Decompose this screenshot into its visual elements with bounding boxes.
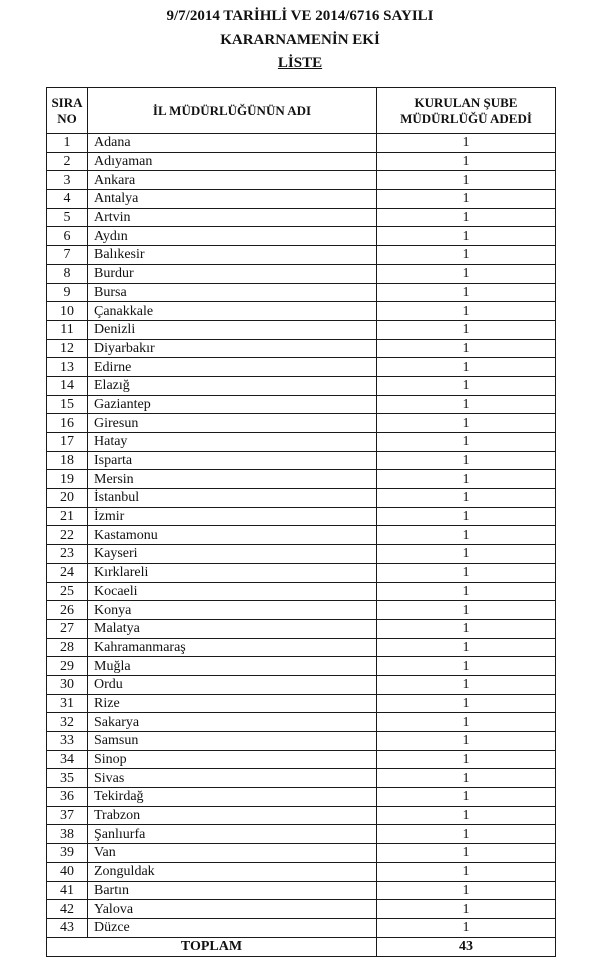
table-row bbox=[47, 376, 556, 395]
table-row bbox=[47, 825, 556, 844]
row-number: 42 bbox=[47, 900, 88, 919]
table-row bbox=[47, 918, 556, 937]
row-province-name: Şanlıurfa bbox=[88, 825, 377, 844]
row-province-name: Sinop bbox=[88, 750, 377, 769]
row-province-name: Muğla bbox=[88, 657, 377, 676]
row-branch-count: 1 bbox=[377, 825, 556, 844]
row-province-name: Aydın bbox=[88, 227, 377, 246]
row-province-name: Diyarbakır bbox=[88, 339, 377, 358]
row-number: 25 bbox=[47, 582, 88, 601]
row-branch-count: 1 bbox=[377, 264, 556, 283]
row-branch-count: 1 bbox=[377, 862, 556, 881]
row-province-name: Konya bbox=[88, 601, 377, 620]
row-number: 36 bbox=[47, 788, 88, 807]
row-number: 18 bbox=[47, 451, 88, 470]
row-province-name: Rize bbox=[88, 694, 377, 713]
row-province-name: İstanbul bbox=[88, 489, 377, 508]
row-number: 31 bbox=[47, 694, 88, 713]
row-branch-count: 1 bbox=[377, 545, 556, 564]
row-number: 3 bbox=[47, 171, 88, 190]
table-row bbox=[47, 619, 556, 638]
row-province-name: Giresun bbox=[88, 414, 377, 433]
table-row bbox=[47, 526, 556, 545]
table-row bbox=[47, 844, 556, 863]
row-branch-count: 1 bbox=[377, 918, 556, 937]
header-sira: SIRA bbox=[51, 94, 83, 110]
row-province-name: Kırklareli bbox=[88, 563, 377, 582]
table-row bbox=[47, 246, 556, 265]
row-branch-count: 1 bbox=[377, 470, 556, 489]
table-row bbox=[47, 732, 556, 751]
table-row bbox=[47, 152, 556, 171]
row-province-name: Antalya bbox=[88, 190, 377, 209]
table-row bbox=[47, 900, 556, 919]
header-branch-count bbox=[377, 88, 556, 134]
row-branch-count: 1 bbox=[377, 414, 556, 433]
row-number: 43 bbox=[47, 918, 88, 937]
row-province-name: Düzce bbox=[88, 918, 377, 937]
row-number: 29 bbox=[47, 657, 88, 676]
table-row bbox=[47, 881, 556, 900]
table-row bbox=[47, 171, 556, 190]
row-province-name: Hatay bbox=[88, 433, 377, 452]
table-total-row bbox=[47, 937, 556, 956]
table-row bbox=[47, 264, 556, 283]
row-number: 17 bbox=[47, 433, 88, 452]
row-branch-count: 1 bbox=[377, 601, 556, 620]
row-branch-count: 1 bbox=[377, 227, 556, 246]
row-province-name: Balıkesir bbox=[88, 246, 377, 265]
row-number: 24 bbox=[47, 563, 88, 582]
row-province-name: Elazığ bbox=[88, 376, 377, 395]
row-province-name: Samsun bbox=[88, 732, 377, 751]
row-number: 16 bbox=[47, 414, 88, 433]
table-body bbox=[47, 134, 556, 938]
document-title-line-1: 9/7/2014 TARİHLİ VE 2014/6716 SAYILI bbox=[166, 8, 434, 24]
row-branch-count: 1 bbox=[377, 563, 556, 582]
row-province-name: Bartın bbox=[88, 881, 377, 900]
table-row bbox=[47, 433, 556, 452]
row-number: 4 bbox=[47, 190, 88, 209]
row-branch-count: 1 bbox=[377, 657, 556, 676]
row-number: 33 bbox=[47, 732, 88, 751]
row-branch-count: 1 bbox=[377, 507, 556, 526]
table-row bbox=[47, 563, 556, 582]
row-number: 19 bbox=[47, 470, 88, 489]
row-number: 40 bbox=[47, 862, 88, 881]
row-number: 37 bbox=[47, 806, 88, 825]
row-province-name: Bursa bbox=[88, 283, 377, 302]
row-branch-count: 1 bbox=[377, 376, 556, 395]
row-province-name: Burdur bbox=[88, 264, 377, 283]
row-branch-count: 1 bbox=[377, 582, 556, 601]
row-branch-count: 1 bbox=[377, 489, 556, 508]
row-branch-count: 1 bbox=[377, 302, 556, 321]
row-branch-count: 1 bbox=[377, 283, 556, 302]
row-province-name: Tekirdağ bbox=[88, 788, 377, 807]
row-province-name: Denizli bbox=[88, 320, 377, 339]
total-label: TOPLAM bbox=[47, 937, 377, 956]
row-branch-count: 1 bbox=[377, 451, 556, 470]
row-branch-count: 1 bbox=[377, 769, 556, 788]
row-number: 1 bbox=[47, 134, 88, 153]
table-row bbox=[47, 339, 556, 358]
row-province-name: İzmir bbox=[88, 507, 377, 526]
row-branch-count: 1 bbox=[377, 246, 556, 265]
row-number: 14 bbox=[47, 376, 88, 395]
row-province-name: Adıyaman bbox=[88, 152, 377, 171]
row-province-name: Çanakkale bbox=[88, 302, 377, 321]
row-branch-count: 1 bbox=[377, 526, 556, 545]
row-number: 15 bbox=[47, 395, 88, 414]
row-number: 39 bbox=[47, 844, 88, 863]
row-province-name: Kayseri bbox=[88, 545, 377, 564]
row-number: 6 bbox=[47, 227, 88, 246]
table-row bbox=[47, 638, 556, 657]
row-number: 10 bbox=[47, 302, 88, 321]
row-number: 38 bbox=[47, 825, 88, 844]
row-province-name: Ordu bbox=[88, 675, 377, 694]
row-province-name: Adana bbox=[88, 134, 377, 153]
row-number: 2 bbox=[47, 152, 88, 171]
row-number: 11 bbox=[47, 320, 88, 339]
row-number: 22 bbox=[47, 526, 88, 545]
table-row bbox=[47, 470, 556, 489]
row-branch-count: 1 bbox=[377, 806, 556, 825]
row-branch-count: 1 bbox=[377, 134, 556, 153]
table-row bbox=[47, 694, 556, 713]
row-province-name: Gaziantep bbox=[88, 395, 377, 414]
row-branch-count: 1 bbox=[377, 358, 556, 377]
row-branch-count: 1 bbox=[377, 844, 556, 863]
row-province-name: Mersin bbox=[88, 470, 377, 489]
row-province-name: Artvin bbox=[88, 208, 377, 227]
row-branch-count: 1 bbox=[377, 713, 556, 732]
row-number: 8 bbox=[47, 264, 88, 283]
table-row bbox=[47, 283, 556, 302]
table-row bbox=[47, 750, 556, 769]
row-branch-count: 1 bbox=[377, 750, 556, 769]
row-branch-count: 1 bbox=[377, 395, 556, 414]
header-count-line-1: KURULAN ŞUBE bbox=[414, 94, 518, 110]
row-branch-count: 1 bbox=[377, 171, 556, 190]
row-province-name: Ankara bbox=[88, 171, 377, 190]
row-number: 28 bbox=[47, 638, 88, 657]
row-branch-count: 1 bbox=[377, 433, 556, 452]
header-sira-no bbox=[47, 88, 88, 134]
row-branch-count: 1 bbox=[377, 694, 556, 713]
row-province-name: Van bbox=[88, 844, 377, 863]
row-number: 5 bbox=[47, 208, 88, 227]
row-number: 30 bbox=[47, 675, 88, 694]
table-row bbox=[47, 227, 556, 246]
row-province-name: Kocaeli bbox=[88, 582, 377, 601]
table-row bbox=[47, 713, 556, 732]
table-row bbox=[47, 545, 556, 564]
row-province-name: Zonguldak bbox=[88, 862, 377, 881]
row-number: 20 bbox=[47, 489, 88, 508]
row-branch-count: 1 bbox=[377, 320, 556, 339]
table-row bbox=[47, 862, 556, 881]
table-row bbox=[47, 395, 556, 414]
table-row bbox=[47, 788, 556, 807]
row-number: 41 bbox=[47, 881, 88, 900]
row-number: 13 bbox=[47, 358, 88, 377]
table-row bbox=[47, 489, 556, 508]
row-branch-count: 1 bbox=[377, 900, 556, 919]
row-branch-count: 1 bbox=[377, 881, 556, 900]
row-branch-count: 1 bbox=[377, 638, 556, 657]
row-branch-count: 1 bbox=[377, 675, 556, 694]
row-province-name: Edirne bbox=[88, 358, 377, 377]
table-row bbox=[47, 208, 556, 227]
row-number: 27 bbox=[47, 619, 88, 638]
header-count-line-2: MÜDÜRLÜĞÜ ADEDİ bbox=[400, 110, 532, 126]
branch-directorate-table bbox=[46, 87, 556, 957]
row-province-name: Kastamonu bbox=[88, 526, 377, 545]
row-number: 12 bbox=[47, 339, 88, 358]
row-province-name: Sivas bbox=[88, 769, 377, 788]
row-number: 35 bbox=[47, 769, 88, 788]
table-row bbox=[47, 134, 556, 153]
row-province-name: Trabzon bbox=[88, 806, 377, 825]
row-province-name: Isparta bbox=[88, 451, 377, 470]
row-number: 34 bbox=[47, 750, 88, 769]
table-row bbox=[47, 414, 556, 433]
row-province-name: Kahramanmaraş bbox=[88, 638, 377, 657]
row-branch-count: 1 bbox=[377, 190, 556, 209]
row-province-name: Yalova bbox=[88, 900, 377, 919]
row-branch-count: 1 bbox=[377, 619, 556, 638]
table-row bbox=[47, 320, 556, 339]
document-title-line-2: KARARNAMENİN EKİ bbox=[220, 32, 380, 48]
row-province-name: Malatya bbox=[88, 619, 377, 638]
table-row bbox=[47, 451, 556, 470]
row-number: 7 bbox=[47, 246, 88, 265]
header-directorate-name: İL MÜDÜRLÜĞÜNÜN ADI bbox=[88, 88, 377, 134]
table-row bbox=[47, 769, 556, 788]
row-branch-count: 1 bbox=[377, 732, 556, 751]
table-row bbox=[47, 507, 556, 526]
table-row bbox=[47, 358, 556, 377]
table-row bbox=[47, 806, 556, 825]
row-number: 21 bbox=[47, 507, 88, 526]
table-header-row bbox=[47, 88, 556, 134]
row-number: 32 bbox=[47, 713, 88, 732]
table-row bbox=[47, 601, 556, 620]
document-list-heading: LİSTE bbox=[277, 55, 323, 71]
row-number: 23 bbox=[47, 545, 88, 564]
header-no: NO bbox=[57, 110, 77, 126]
table-row bbox=[47, 582, 556, 601]
row-number: 9 bbox=[47, 283, 88, 302]
table-row bbox=[47, 657, 556, 676]
table-row bbox=[47, 675, 556, 694]
row-branch-count: 1 bbox=[377, 208, 556, 227]
row-branch-count: 1 bbox=[377, 152, 556, 171]
row-branch-count: 1 bbox=[377, 788, 556, 807]
table-row bbox=[47, 190, 556, 209]
row-branch-count: 1 bbox=[377, 339, 556, 358]
row-number: 26 bbox=[47, 601, 88, 620]
row-province-name: Sakarya bbox=[88, 713, 377, 732]
table-row bbox=[47, 302, 556, 321]
total-value: 43 bbox=[377, 937, 556, 956]
